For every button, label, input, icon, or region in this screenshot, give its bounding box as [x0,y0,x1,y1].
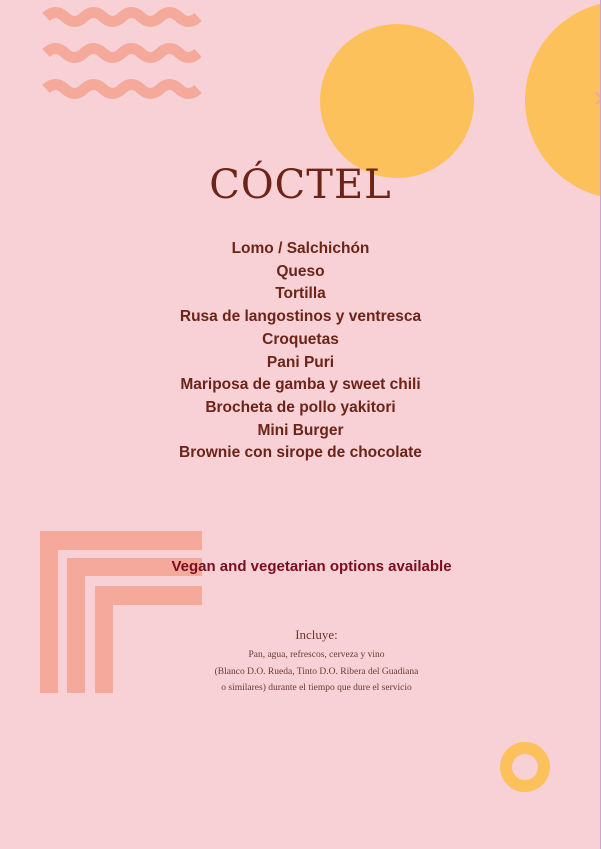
menu-item: Queso [276,262,325,280]
dietary-note: Vegan and vegetarian options available [171,558,452,575]
menu-item: Mariposa de gamba y sweet chili [180,376,421,394]
menu-item: Croquetas [262,330,339,348]
includes-line: Pan, agua, refrescos, cerveza y vino [248,650,385,660]
menu-list [0,238,601,465]
menu-title: CÓCTEL [209,162,392,208]
includes-line: o similares) durante el tiempo que dure el servicio [221,683,412,693]
includes-title: Incluye: [295,627,338,642]
menu-item: Tortilla [275,285,326,303]
menu-item: Pani Puri [266,353,335,371]
menu-item: Brocheta de pollo yakitori [205,398,396,416]
includes-line: (Blanco D.O. Rueda, Tinto D.O. Ribera del Guadiana [214,666,419,677]
menu-item: Mini Burger [257,421,344,439]
menu-item: Rusa de langostinos y ventresca [179,308,422,326]
wave-line-1 [46,13,198,22]
wave-line-3 [46,85,198,94]
yellow-circle [320,24,474,178]
yellow-ring [506,748,544,786]
includes-section [0,627,601,697]
wave-line-2 [46,49,198,58]
menu-item: Brownie con sirope de chocolate [179,444,422,462]
menu-item: Lomo / Salchichón [231,240,370,257]
